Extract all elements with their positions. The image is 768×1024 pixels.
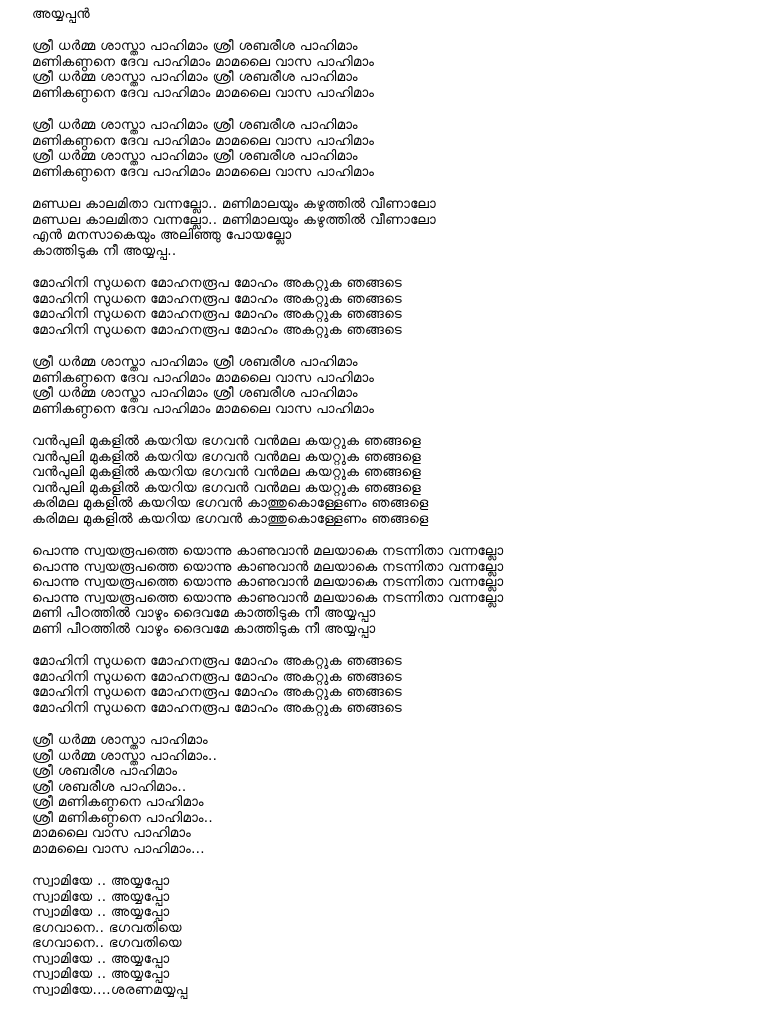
lyric-line: മോഹിനി സുധനെ മോഹനരൂപ മോഹം അകറ്റുക ഞങ്ങടെ — [32, 684, 402, 700]
lyric-line: ശ്രീ ധർമ്മ ശാസ്താ പാഹിമാം ശ്രീ ശബരീശ പാഹിമാം — [32, 38, 358, 54]
lyric-line: ശ്രീ ധർമ്മ ശാസ്താ പാഹിമാം.. — [32, 747, 218, 764]
lyric-line: സ്വാമിയേ .. അയ്യപ്പോ — [32, 904, 170, 920]
lyric-line: ശ്രീ ധർമ്മ ശാസ്താ പാഹിമാം ശ്രീ ശബരീശ പാഹിമാം — [32, 69, 358, 85]
lyric-line: ശ്രീ മണികണ്ഠനെ പാഹിമാം — [32, 794, 204, 810]
lyric-line: മാമലൈ വാസ പാഹിമാം — [32, 825, 192, 841]
lyric-line: മണ്ഡല കാലമിതാ വന്നല്ലോ.. മണിമാലയും കഴുത്തിൽ വീണാലോ — [32, 211, 437, 228]
stanza — [32, 544, 752, 637]
lyric-line: മോഹിനി സുധനെ മോഹനരൂപ മോഹം അകറ്റുക ഞങ്ങടെ — [32, 321, 402, 338]
stanza — [32, 654, 752, 716]
lyrics-document — [32, 6, 752, 1015]
lyric-line: മണി പീഠത്തിൽ വാഴും ദൈവമേ കാത്തിടുക നീ അയ്യപ്പാ — [32, 605, 376, 621]
lyric-line: മോഹിനി സുധനെ മോഹനരൂപ മോഹം അകറ്റുക ഞങ്ങടെ — [32, 668, 402, 685]
lyric-line: സ്വാമിയേ .. അയ്യപ്പോ — [32, 873, 170, 889]
lyric-line: ശ്രീ ധർമ്മ ശാസ്താ പാഹിമാം — [32, 732, 208, 748]
stanza — [32, 276, 752, 338]
lyric-line: പൊന്നു സ്വയരൂപത്തെ യൊന്നു കാണുവാൻ മലയാകെ നടന്നിതാ വന്നല്ലോ — [32, 543, 504, 559]
stanza — [32, 355, 752, 417]
stanza — [32, 118, 752, 180]
lyric-line: മോഹിനി സുധനെ മോഹനരൂപ മോഹം അകറ്റുക ഞങ്ങടെ — [32, 699, 402, 716]
stanza — [32, 434, 752, 527]
lyric-line: വൻപുലി മുകളിൽ കയറിയ ഭഗവൻ വൻമല കയറ്റുക ഞങ്ങളെ — [32, 448, 422, 465]
lyric-line: മോഹിനി സുധനെ മോഹനരൂപ മോഹം അകറ്റുക ഞങ്ങടെ — [32, 290, 402, 307]
lyric-line: കരിമല മുകളിൽ കയറിയ ഭഗവൻ കാത്തുകൊള്ളേണം ഞങ്ങളെ — [32, 495, 429, 511]
document-title: അയ്യപ്പൻ — [32, 6, 90, 22]
lyric-line: മണി പീഠത്തിൽ വാഴും ദൈവമേ കാത്തിടുക നീ അയ്യപ്പാ — [32, 620, 376, 637]
stanza — [32, 39, 752, 101]
lyric-line: ശ്രീ ശബരീശ പാഹിമാം — [32, 763, 178, 779]
lyric-line: ശ്രീ ധർമ്മ ശാസ്താ പാഹിമാം ശ്രീ ശബരീശ പാഹിമാം — [32, 148, 358, 164]
lyric-line: വൻപുലി മുകളിൽ കയറിയ ഭഗവൻ വൻമല കയറ്റുക ഞങ്ങളെ — [32, 464, 422, 480]
lyric-line: സ്വാമിയേ .. അയ്യപ്പോ — [32, 966, 170, 982]
lyric-line: മോഹിനി സുധനെ മോഹനരൂപ മോഹം അകറ്റുക ഞങ്ങടെ — [32, 306, 402, 322]
lyric-line: മണികണ്ഠനെ ദേവ പാഹിമാം മാമലൈ വാസ പാഹിമാം — [32, 53, 375, 70]
lyric-line: വൻപുലി മുകളിൽ കയറിയ ഭഗവൻ വൻമല കയറ്റുക ഞങ്ങളെ — [32, 479, 422, 496]
lyric-line: ശ്രീ ധർമ്മ ശാസ്താ പാഹിമാം ശ്രീ ശബരീശ പാഹിമാം — [32, 385, 358, 401]
stanza — [32, 733, 752, 857]
lyric-line: മണികണ്ഠനെ ദേവ പാഹിമാം മാമലൈ വാസ പാഹിമാം — [32, 369, 375, 386]
lyric-line: സ്വാമിയേ .. അയ്യപ്പോ — [32, 950, 170, 967]
lyric-line: സ്വാമിയേ....ശരണമയ്യപ്പ — [32, 981, 188, 998]
lyric-line: മാമലൈ വാസ പാഹിമാം... — [32, 840, 205, 857]
lyric-line: മോഹിനി സുധനെ മോഹനരൂപ മോഹം അകറ്റുക ഞങ്ങടെ — [32, 275, 402, 291]
lyric-line: മണികണ്ഠനെ ദേവ പാഹിമാം മാമലൈ വാസ പാഹിമാം — [32, 84, 375, 101]
lyric-line: പൊന്നു സ്വയരൂപത്തെ യൊന്നു കാണുവാൻ മലയാകെ നടന്നിതാ വന്നല്ലോ — [32, 558, 504, 575]
lyric-line: ഭഗവാനെ.. ഭഗവതിയെ — [32, 919, 182, 936]
lyric-line: എൻ മനസാകെയും അലിഞ്ഞു പോയല്ലോ — [32, 227, 292, 243]
lyric-line: കരിമല മുകളിൽ കയറിയ ഭഗവൻ കാത്തുകൊള്ളേണം ഞങ്ങളെ — [32, 510, 429, 527]
stanza-list — [32, 39, 752, 998]
lyric-line: ശ്രീ ശബരീശ പാഹിമാം.. — [32, 778, 187, 795]
lyric-line: മോഹിനി സുധനെ മോഹനരൂപ മോഹം അകറ്റുക ഞങ്ങടെ — [32, 653, 402, 669]
lyric-line: കാത്തിടുക നീ അയ്യപ്പ.. — [32, 242, 177, 259]
lyric-line: പൊന്നു സ്വയരൂപത്തെ യൊന്നു കാണുവാൻ മലയാകെ നടന്നിതാ വന്നല്ലോ — [32, 589, 504, 606]
lyric-line: വൻപുലി മുകളിൽ കയറിയ ഭഗവൻ വൻമല കയറ്റുക ഞങ്ങളെ — [32, 433, 422, 449]
lyric-line: ശ്രീ ധർമ്മ ശാസ്താ പാഹിമാം ശ്രീ ശബരീശ പാഹിമാം — [32, 117, 358, 133]
lyric-line: ശ്രീ മണികണ്ഠനെ പാഹിമാം.. — [32, 809, 213, 826]
lyric-line: മണികണ്ഠനെ ദേവ പാഹിമാം മാമലൈ വാസ പാഹിമാം — [32, 400, 375, 417]
lyric-line: മണ്ഡല കാലമിതാ വന്നല്ലോ.. മണിമാലയും കഴുത്തിൽ വീണാലോ — [32, 196, 437, 212]
lyric-line: ശ്രീ ധർമ്മ ശാസ്താ പാഹിമാം ശ്രീ ശബരീശ പാഹിമാം — [32, 354, 358, 370]
stanza — [32, 874, 752, 998]
lyric-line: സ്വാമിയേ .. അയ്യപ്പോ — [32, 888, 170, 905]
lyric-line: മണികണ്ഠനെ ദേവ പാഹിമാം മാമലൈ വാസ പാഹിമാം — [32, 163, 375, 180]
lyric-line: ഭഗവാനെ.. ഭഗവതിയെ — [32, 935, 182, 951]
stanza — [32, 197, 752, 259]
lyric-line: മണികണ്ഠനെ ദേവ പാഹിമാം മാമലൈ വാസ പാഹിമാം — [32, 132, 375, 149]
lyric-line: പൊന്നു സ്വയരൂപത്തെ യൊന്നു കാണുവാൻ മലയാകെ നടന്നിതാ വന്നല്ലോ — [32, 574, 504, 590]
